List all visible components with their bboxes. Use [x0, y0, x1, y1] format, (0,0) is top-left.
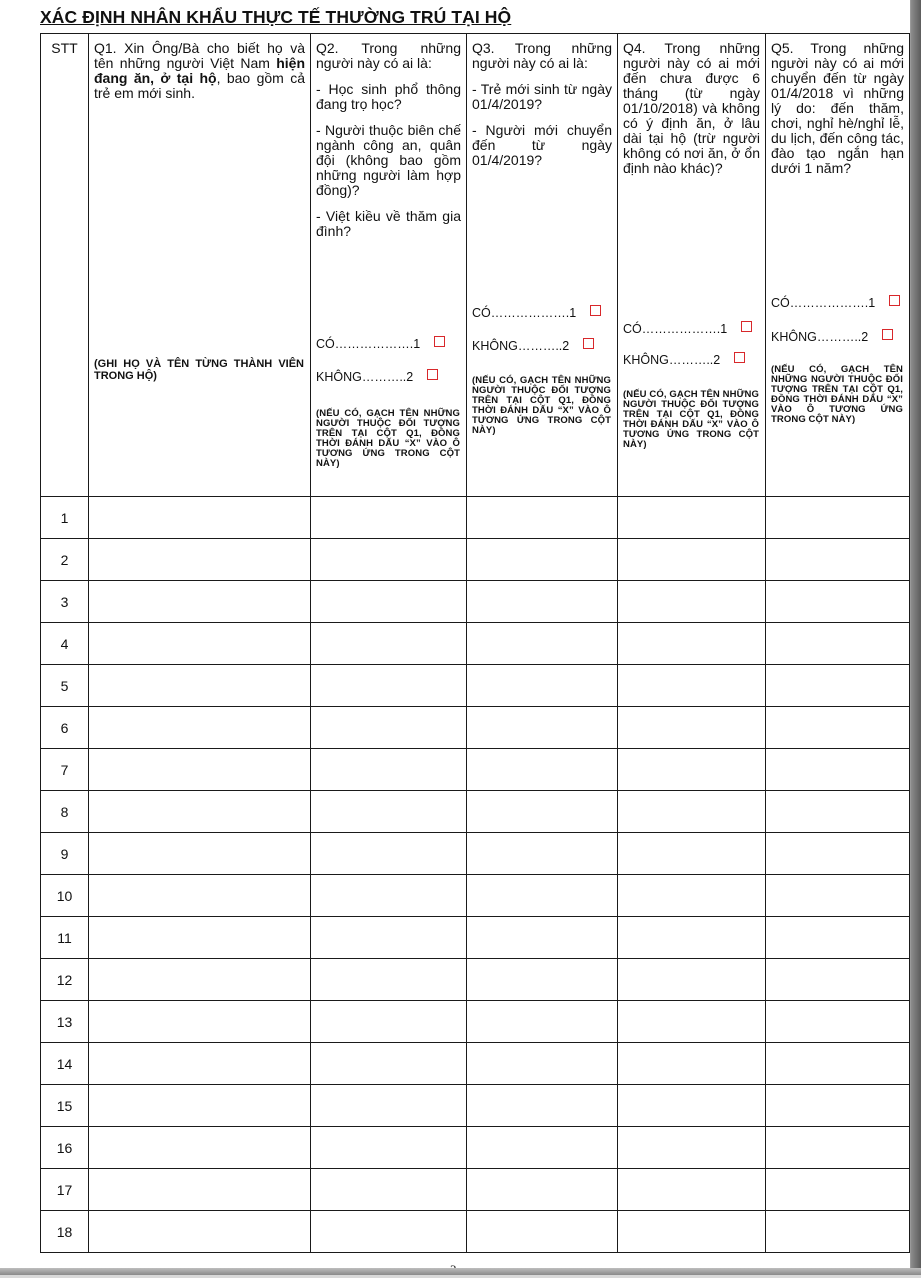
- table-row: [41, 497, 910, 539]
- row-cell-q4[interactable]: [618, 749, 766, 791]
- q3-item-newborn: - Trẻ mới sinh từ ngày 01/4/2019?: [472, 81, 612, 112]
- row-cell-q2[interactable]: [311, 1043, 467, 1085]
- row-number: 1: [41, 497, 89, 539]
- q3-item-newcomer: - Người mới chuyển đến từ ngày 01/4/2019?: [472, 122, 612, 168]
- stt-header-label: STT: [51, 40, 78, 56]
- row-cell-q5[interactable]: [766, 791, 910, 833]
- viewer-right-edge: [911, 0, 921, 1275]
- row-cell-q5[interactable]: [766, 1001, 910, 1043]
- q4-yes-checkbox[interactable]: [741, 321, 752, 332]
- table-row: [41, 875, 910, 917]
- row-cell-q1[interactable]: [89, 707, 311, 749]
- row-cell-q1[interactable]: [89, 581, 311, 623]
- table-row: [41, 791, 910, 833]
- q3-no-label: KHÔNG………..2: [472, 339, 570, 353]
- q4-no-option: [623, 353, 759, 367]
- q2-header: [311, 34, 467, 497]
- row-cell-q3[interactable]: [467, 749, 618, 791]
- row-cell-q1[interactable]: [89, 791, 311, 833]
- row-cell-q5[interactable]: [766, 875, 910, 917]
- table-row: [41, 959, 910, 1001]
- row-cell-q3[interactable]: [467, 959, 618, 1001]
- row-cell-q1[interactable]: [89, 1001, 311, 1043]
- q4-no-label: KHÔNG………..2: [623, 353, 721, 367]
- q2-item-student: - Học sinh phổ thông đang trọ học?: [316, 81, 461, 112]
- q5-note: (NẾU CÓ, GẠCH TÊN NHỮNG NGƯỜI THUỘC ĐỐI TƯỢNG TRÊN TẠI CỘT Q1, ĐỒNG THỜI ĐÁNH DẤU “X” VÀO Ô TƯƠNG ỨNG TRONG CỘT NÀY): [771, 364, 903, 425]
- q2-item-police-army: - Người thuộc biên chế ngành công an, quân đội (không bao gồm những người làm hợp đồng)?: [316, 122, 461, 198]
- row-cell-q2[interactable]: [311, 875, 467, 917]
- viewer-bottom-edge: [0, 1268, 921, 1275]
- row-cell-q4[interactable]: [618, 707, 766, 749]
- q2-no-checkbox[interactable]: [427, 369, 438, 380]
- row-cell-q3[interactable]: [467, 1169, 618, 1211]
- row-cell-q2[interactable]: [311, 581, 467, 623]
- row-cell-q1[interactable]: [89, 875, 311, 917]
- q5-yes-label: CÓ……………….1: [771, 296, 876, 310]
- row-cell-q1[interactable]: [89, 1127, 311, 1169]
- row-cell-q2[interactable]: [311, 833, 467, 875]
- row-cell-q1[interactable]: [89, 665, 311, 707]
- q5-question: Q5. Trong những người này có ai mới chuyển đến từ ngày 01/4/2018 vì những lý do: đến thăm, chơi, nghỉ hè/nghỉ lễ, du lịch, đến công tác, đào tạo ngắn hạn dưới 1 năm?: [771, 40, 904, 176]
- q4-yes-option: [623, 322, 759, 336]
- row-cell-q1[interactable]: [89, 1211, 311, 1253]
- row-cell-q5[interactable]: [766, 707, 910, 749]
- row-cell-q2[interactable]: [311, 1085, 467, 1127]
- q5-no-checkbox[interactable]: [882, 329, 893, 340]
- row-cell-q4[interactable]: [618, 875, 766, 917]
- row-cell-q5[interactable]: [766, 917, 910, 959]
- q2-yes-label: CÓ……………….1: [316, 337, 421, 351]
- row-number: 16: [41, 1127, 89, 1169]
- row-number: 9: [41, 833, 89, 875]
- row-cell-q1[interactable]: [89, 749, 311, 791]
- row-cell-q1[interactable]: [89, 1085, 311, 1127]
- row-cell-q1[interactable]: [89, 623, 311, 665]
- q3-yes-label: CÓ……………….1: [472, 306, 577, 320]
- row-cell-q5[interactable]: [766, 665, 910, 707]
- q1-header: [89, 34, 311, 497]
- row-number: 6: [41, 707, 89, 749]
- row-number: 7: [41, 749, 89, 791]
- row-cell-q2[interactable]: [311, 1001, 467, 1043]
- table-row: [41, 1169, 910, 1211]
- row-cell-q2[interactable]: [311, 791, 467, 833]
- row-cell-q1[interactable]: [89, 497, 311, 539]
- row-cell-q2[interactable]: [311, 497, 467, 539]
- row-cell-q3[interactable]: [467, 1211, 618, 1253]
- row-cell-q5[interactable]: [766, 1085, 910, 1127]
- row-cell-q5[interactable]: [766, 539, 910, 581]
- row-number: 4: [41, 623, 89, 665]
- row-number: 2: [41, 539, 89, 581]
- row-cell-q5[interactable]: [766, 749, 910, 791]
- row-cell-q4[interactable]: [618, 959, 766, 1001]
- row-cell-q3[interactable]: [467, 623, 618, 665]
- row-number: 11: [41, 917, 89, 959]
- table-row: [41, 1043, 910, 1085]
- row-cell-q1[interactable]: [89, 1169, 311, 1211]
- table-row: [41, 917, 910, 959]
- q1-question: [94, 41, 305, 101]
- row-cell-q5[interactable]: [766, 1211, 910, 1253]
- row-number: 5: [41, 665, 89, 707]
- row-cell-q2[interactable]: [311, 959, 467, 1001]
- row-cell-q4[interactable]: [618, 917, 766, 959]
- row-number: 10: [41, 875, 89, 917]
- q3-question: Q3. Trong những người này có ai là:: [472, 40, 612, 71]
- row-cell-q3[interactable]: [467, 1043, 618, 1085]
- q1-note: (GHI HỌ VÀ TÊN TỪNG THÀNH VIÊN TRONG HỘ): [94, 358, 304, 382]
- table-row: [41, 581, 910, 623]
- row-cell-q4[interactable]: [618, 1169, 766, 1211]
- q3-header: [467, 34, 618, 497]
- q4-no-checkbox[interactable]: [734, 352, 745, 363]
- q2-question: Q2. Trong những người này có ai là:: [316, 40, 461, 71]
- table-row: [41, 539, 910, 581]
- row-cell-q5[interactable]: [766, 497, 910, 539]
- q2-note: (NẾU CÓ, GẠCH TÊN NHỮNG NGƯỜI THUỘC ĐỐI TƯỢNG TRÊN TẠI CỘT Q1, ĐỒNG THỜI ĐÁNH DẤU “X” VÀO Ô TƯƠNG ỨNG TRONG CỘT NÀY): [316, 408, 460, 469]
- row-cell-q2[interactable]: [311, 749, 467, 791]
- row-cell-q3[interactable]: [467, 1001, 618, 1043]
- row-cell-q1[interactable]: [89, 917, 311, 959]
- row-cell-q4[interactable]: [618, 581, 766, 623]
- row-cell-q4[interactable]: [618, 665, 766, 707]
- row-cell-q4[interactable]: [618, 539, 766, 581]
- row-cell-q3[interactable]: [467, 833, 618, 875]
- q1-text-after: , bao gồm cả trẻ em mới sinh.: [94, 70, 306, 101]
- row-cell-q3[interactable]: [467, 707, 618, 749]
- row-cell-q4[interactable]: [618, 1001, 766, 1043]
- table-row: [41, 833, 910, 875]
- row-cell-q2[interactable]: [311, 539, 467, 581]
- row-cell-q4[interactable]: [618, 791, 766, 833]
- table-row: [41, 707, 910, 749]
- row-cell-q4[interactable]: [618, 833, 766, 875]
- row-cell-q3[interactable]: [467, 539, 618, 581]
- q5-no-label: KHÔNG………..2: [771, 330, 869, 344]
- table-row: [41, 1085, 910, 1127]
- row-cell-q2[interactable]: [311, 623, 467, 665]
- row-number: 18: [41, 1211, 89, 1253]
- q4-note: (NẾU CÓ, GẠCH TÊN NHỮNG NGƯỜI THUỘC ĐỐI TƯỢNG TRÊN TẠI CỘT Q1, ĐỒNG THỜI ĐÁNH DẤU “X” VÀO Ô TƯƠNG ỨNG TRONG CỘT NÀY): [623, 389, 759, 450]
- stt-header: [41, 34, 89, 497]
- row-cell-q3[interactable]: [467, 581, 618, 623]
- household-rows: [41, 497, 910, 1253]
- row-number: 3: [41, 581, 89, 623]
- row-number: 17: [41, 1169, 89, 1211]
- header-row: [41, 34, 910, 497]
- row-cell-q3[interactable]: [467, 917, 618, 959]
- q2-yes-checkbox[interactable]: [434, 336, 445, 347]
- household-table: [40, 33, 910, 1253]
- row-number: 14: [41, 1043, 89, 1085]
- q4-header: [618, 34, 766, 497]
- q1-text-before: Q1. Xin Ông/Bà cho biết họ và tên những người Việt Nam: [94, 40, 305, 71]
- row-number: 12: [41, 959, 89, 1001]
- row-cell-q2[interactable]: [311, 1211, 467, 1253]
- row-cell-q3[interactable]: [467, 791, 618, 833]
- row-cell-q2[interactable]: [311, 1169, 467, 1211]
- q5-yes-checkbox[interactable]: [889, 295, 900, 306]
- table-row: [41, 1127, 910, 1169]
- q3-yes-checkbox[interactable]: [590, 305, 601, 316]
- table-row: [41, 1211, 910, 1253]
- row-number: 13: [41, 1001, 89, 1043]
- row-cell-q2[interactable]: [311, 665, 467, 707]
- row-cell-q2[interactable]: [311, 707, 467, 749]
- row-cell-q5[interactable]: [766, 1043, 910, 1085]
- row-cell-q4[interactable]: [618, 1211, 766, 1253]
- row-cell-q3[interactable]: [467, 875, 618, 917]
- q5-yes-option: [771, 296, 903, 310]
- row-cell-q5[interactable]: [766, 833, 910, 875]
- row-cell-q2[interactable]: [311, 1127, 467, 1169]
- q5-no-option: [771, 330, 903, 344]
- q4-question: Q4. Trong những người này có ai mới đến chưa được 6 tháng (từ ngày 01/10/2018) và không có ý định ăn, ở lâu dài tại hộ (trừ người không có nơi ăn, ở ổn định nào khác)?: [623, 40, 760, 176]
- row-cell-q5[interactable]: [766, 623, 910, 665]
- row-cell-q3[interactable]: [467, 1127, 618, 1169]
- row-cell-q5[interactable]: [766, 1127, 910, 1169]
- row-cell-q4[interactable]: [618, 497, 766, 539]
- row-cell-q1[interactable]: [89, 959, 311, 1001]
- row-cell-q5[interactable]: [766, 1169, 910, 1211]
- q4-yes-label: CÓ……………….1: [623, 322, 728, 336]
- q2-item-overseas: - Việt kiều về thăm gia đình?: [316, 208, 461, 239]
- table-row: [41, 1001, 910, 1043]
- q2-yes-option: [316, 337, 460, 351]
- row-cell-q5[interactable]: [766, 959, 910, 1001]
- row-number: 15: [41, 1085, 89, 1127]
- row-cell-q1[interactable]: [89, 833, 311, 875]
- form-title: XÁC ĐỊNH NHÂN KHẨU THỰC TẾ THƯỜNG TRÚ TẠI HỘ: [40, 7, 512, 27]
- row-cell-q3[interactable]: [467, 497, 618, 539]
- q2-no-label: KHÔNG………..2: [316, 370, 414, 384]
- table-row: [41, 665, 910, 707]
- row-cell-q4[interactable]: [618, 623, 766, 665]
- q1-text-bold: hiện đang ăn, ở tại hộ: [94, 55, 305, 86]
- row-cell-q2[interactable]: [311, 917, 467, 959]
- table-row: [41, 749, 910, 791]
- row-number: 8: [41, 791, 89, 833]
- row-cell-q1[interactable]: [89, 539, 311, 581]
- row-cell-q1[interactable]: [89, 1043, 311, 1085]
- row-cell-q3[interactable]: [467, 1085, 618, 1127]
- row-cell-q5[interactable]: [766, 581, 910, 623]
- q2-no-option: [316, 370, 460, 384]
- table-row: [41, 623, 910, 665]
- q3-note: (NẾU CÓ, GẠCH TÊN NHỮNG NGƯỜI THUỘC ĐỐI TƯỢNG TRÊN TẠI CỘT Q1, ĐỒNG THỜI ĐÁNH DẤU “X” VÀO Ô TƯƠNG ỨNG TRONG CỘT NÀY): [472, 375, 611, 436]
- row-cell-q4[interactable]: [618, 1043, 766, 1085]
- q3-yes-option: [472, 306, 611, 320]
- row-cell-q4[interactable]: [618, 1127, 766, 1169]
- q3-no-checkbox[interactable]: [583, 338, 594, 349]
- q3-no-option: [472, 339, 611, 353]
- row-cell-q3[interactable]: [467, 665, 618, 707]
- q5-header: [766, 34, 910, 497]
- row-cell-q4[interactable]: [618, 1085, 766, 1127]
